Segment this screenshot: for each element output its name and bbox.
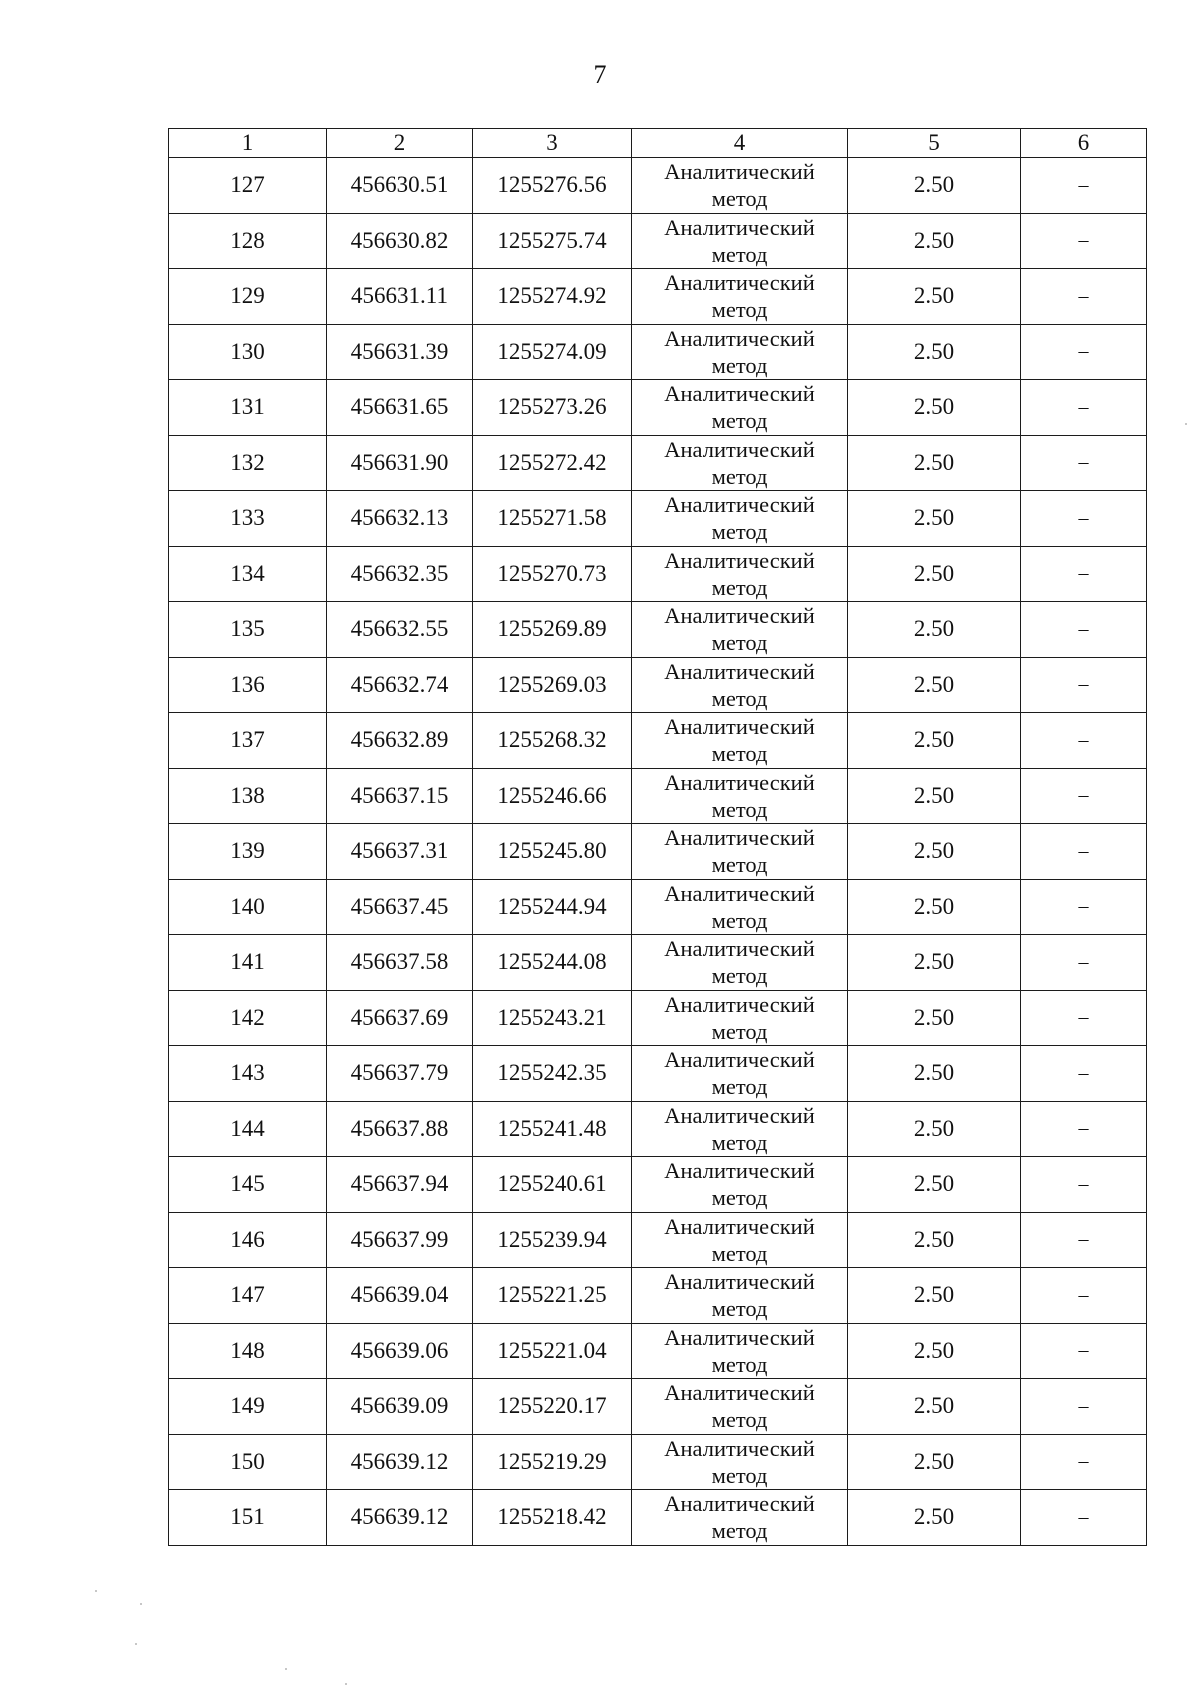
cell-y-coordinate: 1255275.74	[473, 213, 632, 269]
cell-x-coordinate: 456632.89	[327, 713, 473, 769]
cell-note: –	[1021, 1157, 1147, 1213]
cell-note: –	[1021, 1212, 1147, 1268]
method-line-2: метод	[711, 907, 768, 933]
method-line-1: Аналитический	[664, 1269, 815, 1295]
column-header: 4	[632, 129, 848, 158]
cell-note: –	[1021, 990, 1147, 1046]
table-row	[169, 768, 1147, 824]
cell-x-coordinate: 456637.58	[327, 935, 473, 991]
cell-point-number: 128	[169, 213, 327, 269]
cell-note: –	[1021, 435, 1147, 491]
method-line-1: Аналитический	[664, 1435, 815, 1461]
cell-point-number: 127	[169, 158, 327, 214]
method-line-1: Аналитический	[664, 270, 815, 296]
cell-accuracy: 2.50	[848, 1323, 1021, 1379]
table-row	[169, 1490, 1147, 1546]
method-line-1: Аналитический	[664, 936, 815, 962]
table-header	[169, 129, 1147, 158]
cell-method	[632, 1268, 848, 1324]
cell-note: –	[1021, 491, 1147, 547]
cell-note: –	[1021, 1434, 1147, 1490]
cell-x-coordinate: 456632.35	[327, 546, 473, 602]
cell-x-coordinate: 456637.79	[327, 1046, 473, 1102]
scan-speck	[140, 1603, 142, 1605]
method-line-1: Аналитический	[664, 714, 815, 740]
cell-method	[632, 546, 848, 602]
cell-method	[632, 879, 848, 935]
cell-y-coordinate: 1255221.04	[473, 1323, 632, 1379]
cell-note: –	[1021, 657, 1147, 713]
cell-note: –	[1021, 713, 1147, 769]
page-number: 7	[593, 60, 607, 89]
table-body	[169, 158, 1147, 1546]
cell-accuracy: 2.50	[848, 1490, 1021, 1546]
cell-y-coordinate: 1255269.89	[473, 602, 632, 658]
cell-note: –	[1021, 380, 1147, 436]
scan-speck	[135, 1643, 137, 1645]
cell-method	[632, 213, 848, 269]
cell-y-coordinate: 1255246.66	[473, 768, 632, 824]
table-row	[169, 1046, 1147, 1102]
table-row	[169, 158, 1147, 214]
method-line-2: метод	[711, 852, 768, 878]
cell-method	[632, 1323, 848, 1379]
cell-method	[632, 380, 848, 436]
cell-point-number: 131	[169, 380, 327, 436]
cell-method	[632, 1101, 848, 1157]
table-row	[169, 1323, 1147, 1379]
column-header: 1	[169, 129, 327, 158]
method-line-2: метод	[711, 1129, 768, 1155]
cell-point-number: 135	[169, 602, 327, 658]
method-line-2: метод	[711, 1351, 768, 1377]
table-row	[169, 1101, 1147, 1157]
column-header: 5	[848, 129, 1021, 158]
header-row	[169, 129, 1147, 158]
table-row	[169, 1157, 1147, 1213]
method-line-2: метод	[711, 1407, 768, 1433]
method-line-2: метод	[711, 1185, 768, 1211]
cell-x-coordinate: 456637.94	[327, 1157, 473, 1213]
table-row	[169, 1434, 1147, 1490]
cell-y-coordinate: 1255218.42	[473, 1490, 632, 1546]
scan-speck	[1185, 423, 1187, 425]
cell-x-coordinate: 456632.55	[327, 602, 473, 658]
cell-x-coordinate: 456637.88	[327, 1101, 473, 1157]
table-row	[169, 1268, 1147, 1324]
cell-point-number: 147	[169, 1268, 327, 1324]
cell-y-coordinate: 1255274.92	[473, 269, 632, 325]
cell-accuracy: 2.50	[848, 1434, 1021, 1490]
table-row	[169, 491, 1147, 547]
method-line-2: метод	[711, 685, 768, 711]
method-line-2: метод	[711, 297, 768, 323]
method-line-1: Аналитический	[664, 1102, 815, 1128]
cell-method	[632, 657, 848, 713]
method-line-1: Аналитический	[664, 1324, 815, 1350]
cell-accuracy: 2.50	[848, 990, 1021, 1046]
cell-method	[632, 269, 848, 325]
cell-note: –	[1021, 1379, 1147, 1435]
cell-y-coordinate: 1255245.80	[473, 824, 632, 880]
cell-point-number: 149	[169, 1379, 327, 1435]
cell-accuracy: 2.50	[848, 824, 1021, 880]
cell-method	[632, 1046, 848, 1102]
cell-y-coordinate: 1255239.94	[473, 1212, 632, 1268]
cell-accuracy: 2.50	[848, 491, 1021, 547]
cell-accuracy: 2.50	[848, 1101, 1021, 1157]
method-line-2: метод	[711, 963, 768, 989]
method-line-1: Аналитический	[664, 1047, 815, 1073]
cell-note: –	[1021, 1101, 1147, 1157]
cell-note: –	[1021, 768, 1147, 824]
cell-method	[632, 768, 848, 824]
cell-x-coordinate: 456639.09	[327, 1379, 473, 1435]
cell-accuracy: 2.50	[848, 1268, 1021, 1324]
cell-note: –	[1021, 1046, 1147, 1102]
table-row	[169, 380, 1147, 436]
cell-point-number: 141	[169, 935, 327, 991]
table-row	[169, 713, 1147, 769]
cell-point-number: 132	[169, 435, 327, 491]
cell-x-coordinate: 456631.90	[327, 435, 473, 491]
cell-method	[632, 1157, 848, 1213]
cell-note: –	[1021, 602, 1147, 658]
cell-accuracy: 2.50	[848, 324, 1021, 380]
cell-x-coordinate: 456630.51	[327, 158, 473, 214]
method-line-2: метод	[711, 186, 768, 212]
cell-accuracy: 2.50	[848, 1379, 1021, 1435]
scan-speck	[95, 1590, 97, 1592]
cell-note: –	[1021, 213, 1147, 269]
cell-method	[632, 935, 848, 991]
cell-point-number: 134	[169, 546, 327, 602]
cell-y-coordinate: 1255221.25	[473, 1268, 632, 1324]
cell-x-coordinate: 456630.82	[327, 213, 473, 269]
cell-method	[632, 1490, 848, 1546]
method-line-2: метод	[711, 630, 768, 656]
method-line-2: метод	[711, 352, 768, 378]
cell-x-coordinate: 456632.13	[327, 491, 473, 547]
cell-y-coordinate: 1255241.48	[473, 1101, 632, 1157]
table-row	[169, 602, 1147, 658]
cell-accuracy: 2.50	[848, 269, 1021, 325]
method-line-1: Аналитический	[664, 381, 815, 407]
table-row	[169, 324, 1147, 380]
column-header: 3	[473, 129, 632, 158]
cell-method	[632, 158, 848, 214]
method-line-2: метод	[711, 408, 768, 434]
cell-method	[632, 824, 848, 880]
cell-x-coordinate: 456639.06	[327, 1323, 473, 1379]
cell-y-coordinate: 1255244.08	[473, 935, 632, 991]
cell-y-coordinate: 1255219.29	[473, 1434, 632, 1490]
method-line-1: Аналитический	[664, 547, 815, 573]
cell-point-number: 138	[169, 768, 327, 824]
method-line-2: метод	[711, 1518, 768, 1544]
cell-note: –	[1021, 879, 1147, 935]
method-line-1: Аналитический	[664, 1213, 815, 1239]
cell-y-coordinate: 1255276.56	[473, 158, 632, 214]
cell-method	[632, 435, 848, 491]
cell-point-number: 150	[169, 1434, 327, 1490]
cell-note: –	[1021, 1268, 1147, 1324]
cell-x-coordinate: 456639.12	[327, 1490, 473, 1546]
table-row	[169, 213, 1147, 269]
cell-y-coordinate: 1255242.35	[473, 1046, 632, 1102]
method-line-1: Аналитический	[664, 214, 815, 240]
method-line-2: метод	[711, 1018, 768, 1044]
cell-point-number: 130	[169, 324, 327, 380]
method-line-2: метод	[711, 1240, 768, 1266]
cell-point-number: 139	[169, 824, 327, 880]
column-header: 2	[327, 129, 473, 158]
cell-x-coordinate: 456631.39	[327, 324, 473, 380]
cell-method	[632, 713, 848, 769]
cell-x-coordinate: 456631.11	[327, 269, 473, 325]
cell-accuracy: 2.50	[848, 879, 1021, 935]
method-line-1: Аналитический	[664, 825, 815, 851]
cell-y-coordinate: 1255274.09	[473, 324, 632, 380]
method-line-1: Аналитический	[664, 769, 815, 795]
method-line-2: метод	[711, 574, 768, 600]
method-line-1: Аналитический	[664, 603, 815, 629]
cell-y-coordinate: 1255220.17	[473, 1379, 632, 1435]
cell-method	[632, 990, 848, 1046]
column-header: 6	[1021, 129, 1147, 158]
cell-accuracy: 2.50	[848, 657, 1021, 713]
cell-x-coordinate: 456639.04	[327, 1268, 473, 1324]
cell-y-coordinate: 1255271.58	[473, 491, 632, 547]
cell-y-coordinate: 1255270.73	[473, 546, 632, 602]
method-line-2: метод	[711, 796, 768, 822]
method-line-1: Аналитический	[664, 880, 815, 906]
scan-speck	[345, 1683, 347, 1685]
cell-point-number: 133	[169, 491, 327, 547]
cell-point-number: 145	[169, 1157, 327, 1213]
cell-x-coordinate: 456639.12	[327, 1434, 473, 1490]
table-row	[169, 435, 1147, 491]
cell-accuracy: 2.50	[848, 213, 1021, 269]
coordinates-table	[168, 128, 1147, 1546]
cell-accuracy: 2.50	[848, 1157, 1021, 1213]
cell-accuracy: 2.50	[848, 546, 1021, 602]
cell-point-number: 146	[169, 1212, 327, 1268]
cell-y-coordinate: 1255272.42	[473, 435, 632, 491]
cell-x-coordinate: 456637.15	[327, 768, 473, 824]
method-line-2: метод	[711, 1462, 768, 1488]
cell-y-coordinate: 1255268.32	[473, 713, 632, 769]
cell-note: –	[1021, 158, 1147, 214]
cell-point-number: 129	[169, 269, 327, 325]
cell-method	[632, 324, 848, 380]
cell-x-coordinate: 456637.99	[327, 1212, 473, 1268]
cell-accuracy: 2.50	[848, 935, 1021, 991]
table-row	[169, 1212, 1147, 1268]
table-row	[169, 546, 1147, 602]
table-row	[169, 269, 1147, 325]
cell-note: –	[1021, 935, 1147, 991]
cell-y-coordinate: 1255269.03	[473, 657, 632, 713]
cell-y-coordinate: 1255273.26	[473, 380, 632, 436]
cell-point-number: 143	[169, 1046, 327, 1102]
table-row	[169, 935, 1147, 991]
method-line-2: метод	[711, 241, 768, 267]
cell-x-coordinate: 456637.45	[327, 879, 473, 935]
method-line-1: Аналитический	[664, 1158, 815, 1184]
method-line-1: Аналитический	[664, 1491, 815, 1517]
method-line-1: Аналитический	[664, 325, 815, 351]
method-line-2: метод	[711, 741, 768, 767]
method-line-1: Аналитический	[664, 991, 815, 1017]
cell-y-coordinate: 1255244.94	[473, 879, 632, 935]
method-line-1: Аналитический	[664, 658, 815, 684]
cell-point-number: 140	[169, 879, 327, 935]
scan-speck	[285, 1668, 287, 1670]
method-line-1: Аналитический	[664, 1380, 815, 1406]
table-row	[169, 879, 1147, 935]
cell-note: –	[1021, 1323, 1147, 1379]
cell-point-number: 148	[169, 1323, 327, 1379]
method-line-1: Аналитический	[664, 436, 815, 462]
cell-accuracy: 2.50	[848, 380, 1021, 436]
table-row	[169, 824, 1147, 880]
cell-accuracy: 2.50	[848, 602, 1021, 658]
cell-accuracy: 2.50	[848, 768, 1021, 824]
method-line-2: метод	[711, 1074, 768, 1100]
cell-y-coordinate: 1255240.61	[473, 1157, 632, 1213]
cell-method	[632, 1379, 848, 1435]
cell-x-coordinate: 456637.31	[327, 824, 473, 880]
cell-point-number: 144	[169, 1101, 327, 1157]
cell-x-coordinate: 456632.74	[327, 657, 473, 713]
cell-method	[632, 602, 848, 658]
table-row	[169, 990, 1147, 1046]
cell-accuracy: 2.50	[848, 435, 1021, 491]
cell-x-coordinate: 456631.65	[327, 380, 473, 436]
cell-point-number: 142	[169, 990, 327, 1046]
cell-accuracy: 2.50	[848, 1212, 1021, 1268]
cell-note: –	[1021, 269, 1147, 325]
cell-note: –	[1021, 324, 1147, 380]
method-line-1: Аналитический	[664, 159, 815, 185]
cell-note: –	[1021, 824, 1147, 880]
method-line-2: метод	[711, 463, 768, 489]
cell-point-number: 136	[169, 657, 327, 713]
method-line-2: метод	[711, 519, 768, 545]
table-row	[169, 657, 1147, 713]
method-line-1: Аналитический	[664, 492, 815, 518]
cell-y-coordinate: 1255243.21	[473, 990, 632, 1046]
table-row	[169, 1379, 1147, 1435]
cell-accuracy: 2.50	[848, 1046, 1021, 1102]
cell-accuracy: 2.50	[848, 713, 1021, 769]
cell-point-number: 137	[169, 713, 327, 769]
cell-method	[632, 1212, 848, 1268]
cell-method	[632, 1434, 848, 1490]
method-line-2: метод	[711, 1296, 768, 1322]
cell-point-number: 151	[169, 1490, 327, 1546]
cell-note: –	[1021, 1490, 1147, 1546]
cell-method	[632, 491, 848, 547]
cell-x-coordinate: 456637.69	[327, 990, 473, 1046]
cell-accuracy: 2.50	[848, 158, 1021, 214]
cell-note: –	[1021, 546, 1147, 602]
